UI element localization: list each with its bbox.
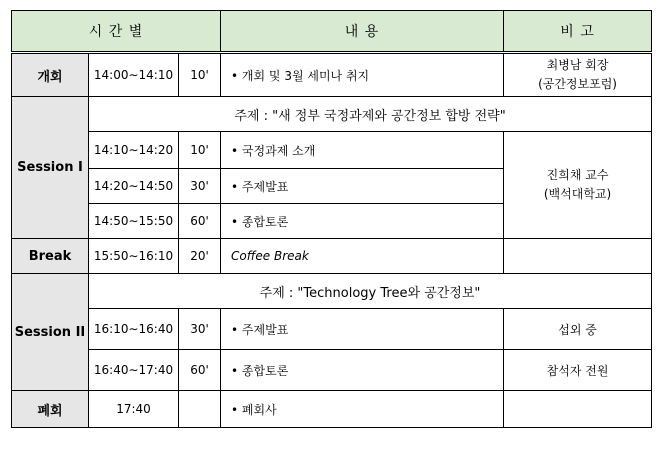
content-cell: • 폐회사 [221, 391, 504, 428]
remark-cell [504, 391, 652, 428]
time-cell: 16:10∼16:40 [89, 309, 179, 350]
row-label-closing: 폐회 [12, 391, 89, 428]
time-cell: 14:20∼14:50 [89, 169, 179, 204]
duration-cell: 10' [179, 132, 221, 169]
remark-name: 최병남 회장 [546, 58, 609, 72]
row-label-opening: 개회 [12, 53, 89, 97]
duration-cell: 10' [179, 53, 221, 97]
row-label-session2: Session II [12, 274, 89, 391]
row-label-session1: Session I [12, 97, 89, 239]
row-label-break: Break [12, 239, 89, 274]
session1-theme: 주제 : "새 정부 국정과제와 공간정보 합방 전략" [89, 97, 652, 132]
time-cell: 15:50∼16:10 [89, 239, 179, 274]
duration-cell: 60' [179, 350, 221, 391]
header-remark: 비 고 [504, 11, 652, 53]
table-row-opening [12, 53, 652, 97]
table-row-break [12, 239, 652, 274]
header-content: 내 용 [221, 11, 504, 53]
content-cell: • 주제발표 [221, 169, 504, 204]
content-cell: • 주제발표 [221, 309, 504, 350]
session2-theme: 주제 : "Technology Tree와 공간정보" [89, 274, 652, 309]
time-cell: 16:40∼17:40 [89, 350, 179, 391]
remark-cell: 섭외 중 [504, 309, 652, 350]
table-row-session2-theme [12, 274, 652, 309]
remark-cell: 참석자 전원 [504, 350, 652, 391]
remark-name: 진희채 교수 [546, 168, 609, 182]
duration-cell: 30' [179, 169, 221, 204]
table-row [12, 132, 652, 169]
content-cell: Coffee Break [221, 239, 504, 274]
table-row [12, 350, 652, 391]
schedule-table [11, 10, 652, 428]
table-row-session1-theme [12, 97, 652, 132]
table-row [12, 309, 652, 350]
content-cell: • 종합토론 [221, 204, 504, 239]
remark-affiliation: (백석대학교) [543, 187, 612, 201]
remark-cell [504, 132, 652, 239]
duration-cell: 20' [179, 239, 221, 274]
table-row-closing [12, 391, 652, 428]
duration-cell: 60' [179, 204, 221, 239]
time-cell: 14:00∼14:10 [89, 53, 179, 97]
content-cell: • 종합토론 [221, 350, 504, 391]
remark-cell [504, 239, 652, 274]
time-cell: 14:10∼14:20 [89, 132, 179, 169]
content-cell: • 개회 및 3월 세미나 취지 [221, 53, 504, 97]
duration-cell: 30' [179, 309, 221, 350]
remark-cell [504, 53, 652, 97]
content-cell: • 국정과제 소개 [221, 132, 504, 169]
time-cell: 14:50∼15:50 [89, 204, 179, 239]
duration-cell [179, 391, 221, 428]
time-cell: 17:40 [89, 391, 179, 428]
remark-affiliation: (공간정보포럼) [538, 77, 617, 91]
header-time: 시 간 별 [12, 11, 221, 53]
header-row [12, 11, 652, 53]
